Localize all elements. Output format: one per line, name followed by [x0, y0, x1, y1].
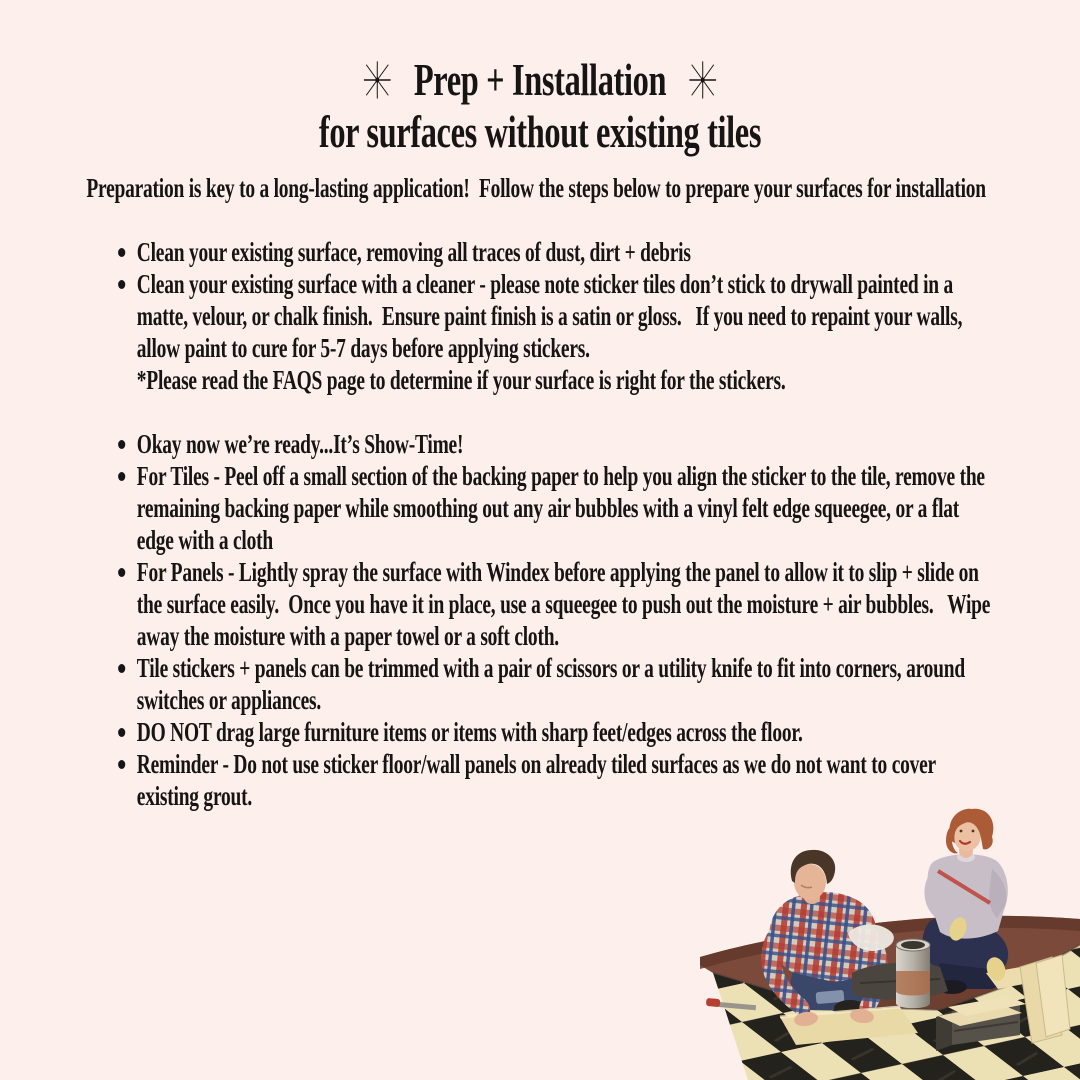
step-item	[78, 460, 995, 556]
bullet-dot	[118, 568, 125, 577]
step-text: Reminder - Do not use sticker floor/wall panels on already tiled surfaces as we do not want to cover existing grout.	[136, 749, 941, 811]
step-text: For Tiles - Peel off a small section of the backing paper to help you align the sticker to the tile, remove the remaining backing paper while smoothing out any air bubbles with a vinyl felt edge squeegee, or a flat edge with a cloth	[136, 461, 990, 555]
bullet-dot	[118, 472, 125, 481]
step-text: Clean your existing surface with a cleaner - please note sticker tiles don’t stick to drywall painted in a matte, velour, or chalk finish. Ensure paint finish is a satin or gloss. If you need to repaint your walls, allow paint to cure for 5-7 days before applying stickers.	[136, 269, 967, 363]
sparkle-icon	[362, 59, 392, 101]
step-text: Tile stickers + panels can be trimmed with a pair of scissors or a utility knife to fit into corners, around switches or appliances.	[136, 653, 970, 715]
bullet-dot	[118, 248, 125, 257]
bullet-dot	[118, 280, 125, 289]
steps-list-preparation	[78, 236, 995, 396]
page-title: Prep + Installation	[413, 55, 667, 105]
step-text: Clean your existing surface, removing all traces of dust, dirt + debris	[136, 237, 691, 267]
tile-installation-illustration	[700, 805, 1080, 1080]
page-subtitle: for surfaces without existing tiles	[318, 107, 762, 157]
adhesive-can	[896, 939, 930, 1008]
step-item	[78, 268, 995, 396]
bullet-dot	[118, 760, 125, 769]
bullet-dot	[118, 664, 125, 673]
body-content	[0, 172, 1080, 812]
steps-list-installation	[78, 428, 995, 812]
bullet-dot	[118, 728, 125, 737]
step-item	[78, 236, 995, 268]
title-row	[0, 54, 1080, 106]
step-item	[78, 428, 995, 460]
bullet-dot	[118, 440, 125, 449]
step-text: For Panels - Lightly spray the surface with Windex before applying the panel to allow it to slip + slide on the surface easily. Once you have it in place, use a squeegee to push out the moisture + air bubbles. Wipe away the moisture with a paper towel or a soft cloth.	[136, 557, 995, 651]
step-text: Okay now we’re ready...It’s Show-Time!	[136, 429, 464, 459]
step-item	[78, 716, 995, 748]
step-note: *Please read the FAQS page to determine if your surface is right for the stickers.	[136, 365, 786, 395]
sparkle-icon	[688, 59, 718, 101]
title-block	[0, 54, 1080, 158]
intro-paragraph: Preparation is key to a long-lasting application! Follow the steps below to prepare your surfaces for installation	[86, 173, 986, 203]
step-item	[78, 652, 995, 716]
step-item	[78, 748, 995, 812]
step-item	[78, 556, 995, 652]
step-text: DO NOT drag large furniture items or items with sharp feet/edges across the floor.	[136, 717, 803, 747]
